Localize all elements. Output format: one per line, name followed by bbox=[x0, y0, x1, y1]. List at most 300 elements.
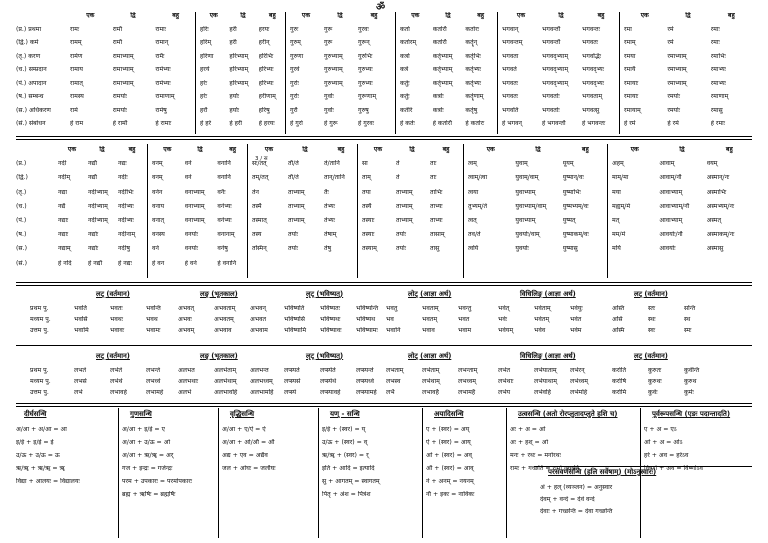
form-cell: नद्योः bbox=[88, 245, 99, 253]
sandhi-rule: अ/आ + ऋ/ॠ = अर् bbox=[122, 452, 174, 459]
form-cell: कर्तारौ bbox=[432, 25, 447, 33]
form-cell: रामाभ्याम् bbox=[112, 66, 134, 73]
form-cell: हे रमे bbox=[624, 120, 636, 127]
form-cell: रमाभ्याम् bbox=[667, 52, 687, 60]
sandhi-title: गुणसन्धि bbox=[130, 410, 152, 418]
sandhi-rule: ऐ + (स्वर) = आय् bbox=[426, 439, 471, 446]
form-cell: रमाभ्याम् bbox=[667, 79, 687, 87]
form-cell: तस्याः bbox=[362, 231, 375, 239]
column-divider bbox=[619, 12, 620, 134]
form-cell: रामेभ्यः bbox=[155, 66, 171, 73]
form-cell: नदीनाम् bbox=[118, 231, 136, 239]
verb-form: लभामहे bbox=[146, 389, 164, 396]
tense-block bbox=[612, 367, 720, 400]
form-cell: युष्माभिः bbox=[562, 188, 581, 196]
form-cell: वने bbox=[184, 160, 192, 168]
column-divider bbox=[506, 408, 507, 538]
form-cell: त्वया bbox=[468, 188, 479, 196]
form-cell: तस्मै bbox=[252, 202, 262, 210]
verb-form: असि bbox=[612, 316, 623, 323]
form-cell: वनाभ्याम् bbox=[184, 188, 205, 196]
form-cell: रामेभ्यः bbox=[155, 79, 171, 87]
verb-form: अभवाम bbox=[250, 327, 268, 334]
form-cell: वनेषु bbox=[217, 245, 228, 253]
form-cell: वनस्य bbox=[152, 231, 165, 239]
tense-block bbox=[284, 367, 392, 400]
form-cell: हरिभ्याम् bbox=[229, 52, 249, 60]
form-cell: कर्त्रा bbox=[400, 52, 410, 60]
form-cell: हे रामाः bbox=[155, 120, 172, 127]
header-cell: बहु bbox=[442, 146, 450, 153]
column-divider bbox=[147, 144, 148, 278]
verb-form: भवेत् bbox=[498, 305, 510, 312]
verb-form: स्थः bbox=[648, 316, 656, 323]
form-cell: वनयोः bbox=[184, 231, 198, 239]
form-cell: गुरोः bbox=[290, 79, 299, 87]
declension-block-2 bbox=[200, 12, 286, 134]
verb-form: भवेत bbox=[570, 316, 582, 323]
form-cell bbox=[362, 260, 394, 274]
form-cell: हरिम् bbox=[200, 39, 212, 46]
case-label: (पं.) bbox=[16, 216, 27, 224]
verb-form: कुर्वः bbox=[648, 389, 658, 396]
form-cell: हरिषु bbox=[258, 106, 270, 114]
form-cell: तेभ्यः bbox=[324, 202, 335, 210]
case-label: (ष.) सम्बन्ध bbox=[16, 93, 44, 100]
verb-form: लप्स्यते bbox=[284, 367, 300, 374]
sandhi-rule-list bbox=[222, 426, 318, 478]
form-cell: वनाय bbox=[152, 202, 165, 210]
form-cell bbox=[324, 260, 358, 274]
verb-form: भवन्तु bbox=[458, 305, 472, 312]
tense-title: लङ् (भूतकाल) bbox=[200, 352, 238, 360]
column-divider bbox=[218, 408, 219, 538]
sandhi-rule: नौ + इकः = नाविकः bbox=[426, 491, 475, 498]
sandhi-rule: ऋ/ॠ + ऋ/ॠ = ॠ bbox=[16, 465, 65, 472]
form-cell bbox=[707, 260, 752, 274]
form-cell: आवाभ्याम् bbox=[659, 188, 683, 196]
verb-form: लभेथाः bbox=[498, 378, 514, 385]
sandhi-rule: ने + अनम् = नयनम् bbox=[426, 478, 474, 485]
form-cell: भगवद्भ्याम् bbox=[542, 52, 569, 60]
form-cell: हरिभ्याम् bbox=[229, 66, 249, 73]
verb-form: लप्स्ये bbox=[284, 389, 297, 396]
form-cell: गुरुभ्याम् bbox=[324, 52, 343, 60]
form-cell: रमाः bbox=[710, 25, 720, 33]
form-cell: वनेन bbox=[152, 188, 163, 196]
form-cell: तासाम् bbox=[430, 231, 445, 239]
form-cell: रमायाम् bbox=[624, 106, 641, 114]
declension-block-8 bbox=[152, 146, 248, 274]
form-cell: रामे bbox=[70, 106, 78, 114]
form-cell: तासु bbox=[430, 245, 440, 253]
form-cell: भगवतः bbox=[582, 39, 599, 46]
sandhi-rule: इ/ई + इ/ई = ई bbox=[16, 439, 54, 446]
verb-form: अभवत् bbox=[178, 305, 195, 312]
form-cell: हे हरयः bbox=[258, 120, 275, 127]
declension-block-10 bbox=[362, 146, 462, 274]
sandhi-rule: विद्या + आलयः = विद्यालयः bbox=[16, 478, 80, 485]
form-cell: हरिभिः bbox=[258, 52, 274, 60]
form-cell: त्वत् bbox=[468, 216, 477, 224]
declension-block-1 bbox=[16, 12, 196, 134]
header-cell: द्वि bbox=[445, 12, 451, 19]
form-cell: हरिभ्याम् bbox=[229, 79, 249, 87]
form-cell: तयोः bbox=[288, 231, 298, 239]
form-cell: कर्तृभ्याम् bbox=[432, 52, 453, 60]
form-cell: कर्तारौ bbox=[432, 39, 447, 46]
form-cell: हरी bbox=[229, 39, 237, 46]
form-cell: युष्मासु bbox=[562, 245, 578, 253]
verb-form: सन्ति bbox=[684, 305, 696, 312]
verb-form: भवतः bbox=[110, 305, 123, 312]
verb-form: लभस्व bbox=[386, 378, 401, 385]
form-cell bbox=[252, 260, 286, 274]
form-cell: रमाभ्यः bbox=[710, 79, 726, 87]
form-cell: युष्मभ्यम्/वः bbox=[562, 202, 589, 210]
verb-form: भवेव bbox=[534, 327, 546, 334]
form-cell: गुरुणा bbox=[290, 52, 304, 60]
form-cell: नदीभ्याम् bbox=[88, 188, 108, 196]
tense-block bbox=[74, 367, 182, 400]
form-cell: भगवन्तौ bbox=[542, 25, 561, 33]
header-cell: बहु bbox=[581, 146, 589, 153]
tense-block bbox=[178, 305, 286, 338]
form-cell: हे रामौ bbox=[112, 120, 128, 127]
form-cell: हे वनानि bbox=[217, 259, 237, 267]
form-cell: गुरौ bbox=[290, 106, 298, 114]
verb-form: लभे bbox=[74, 389, 83, 396]
form-cell: हे रमाः bbox=[710, 120, 725, 127]
form-cell: ताभ्याम् bbox=[396, 188, 413, 196]
verb-form: भवाव bbox=[422, 327, 435, 334]
tense-title: लृट् (भविष्यत्) bbox=[306, 352, 344, 360]
form-cell: आवाभ्याम्/नौ bbox=[659, 202, 690, 210]
form-cell: त्वाम्/त्वा bbox=[468, 174, 488, 182]
form-cell: कर्तृभ्यः bbox=[465, 79, 482, 87]
column-divider bbox=[395, 12, 396, 134]
verb-form: अस्ति bbox=[612, 305, 625, 312]
verb-form: कुर्मः bbox=[684, 389, 694, 396]
verb-form: लभै bbox=[386, 389, 395, 396]
case-label: (प्र.) प्रथमा bbox=[16, 25, 42, 33]
verb-form: लभन्ते bbox=[146, 367, 160, 374]
verb-form: भवावः bbox=[110, 327, 125, 334]
sandhi-rule: इ/ई + (स्वर) = य् bbox=[322, 426, 366, 433]
form-cell: हरयः bbox=[258, 25, 270, 33]
verb-form: लप्स्यसे bbox=[284, 378, 301, 385]
column-divider bbox=[357, 144, 358, 278]
verb-form: अलभथाः bbox=[178, 378, 199, 385]
form-cell: रामाय bbox=[70, 66, 84, 73]
sandhi-rule: अद्य + एव = अद्यैव bbox=[222, 452, 268, 459]
header-cell: एक bbox=[301, 12, 311, 19]
verb-form: लभेवहि bbox=[534, 389, 551, 396]
sandhi-rule-list bbox=[122, 426, 218, 504]
form-cell: गुरुः bbox=[290, 25, 299, 33]
form-cell: तस्य bbox=[252, 231, 262, 239]
sandhi-rule: पितृ + अंश = पित्रंश bbox=[322, 491, 371, 498]
form-cell: गुरुभ्याम् bbox=[324, 66, 343, 73]
verb-form: भवेयम् bbox=[498, 327, 514, 334]
form-cell: गुरू bbox=[324, 25, 333, 33]
verb-form: भवाम bbox=[458, 327, 472, 334]
form-cell: ते bbox=[396, 160, 400, 168]
form-cell: आवयोः/नौ bbox=[659, 231, 683, 239]
form-cell: युष्माकम्/वः bbox=[562, 231, 589, 239]
form-cell: रामाभ्याम् bbox=[112, 52, 134, 60]
form-cell: हर्योः bbox=[229, 93, 240, 100]
tense-block bbox=[386, 305, 494, 338]
sandhi-rule: हरे + अव = हरेऽव bbox=[644, 452, 689, 459]
sandhi-rule: विष्णो + अव = विष्णोऽव bbox=[644, 465, 703, 472]
tense-title: विधिलिङ् (आज्ञा अर्थ) bbox=[520, 290, 576, 298]
form-cell: तौ/ते bbox=[288, 174, 299, 182]
verb-form: भवानि bbox=[386, 327, 401, 334]
form-cell: युवाभ्याम् bbox=[515, 188, 536, 196]
verb-form: भवामि bbox=[74, 327, 89, 334]
form-cell: तस्याम् bbox=[362, 245, 377, 253]
tense-block bbox=[284, 305, 392, 338]
header-cell: एक bbox=[373, 146, 383, 153]
verb-form: कुरुतः bbox=[648, 367, 662, 374]
verb-form: भवामः bbox=[146, 327, 161, 334]
verb-form: लभेथे bbox=[110, 378, 123, 385]
verb-form: लभध्वे bbox=[146, 378, 161, 385]
header-cell: द्वि bbox=[197, 146, 203, 153]
form-cell: गुरूणाम् bbox=[358, 93, 377, 100]
verb-form: अलभे bbox=[178, 389, 192, 396]
verb-form: लभेरन् bbox=[570, 367, 585, 374]
form-cell: ताभ्याम् bbox=[288, 216, 305, 224]
sandhi-rule: अ/आ + अ/आ = आ bbox=[16, 426, 67, 433]
sandhi-rule: अं + हल् (व्यञ्जन) = अनुस्वार bbox=[540, 484, 613, 491]
form-cell: कर्तृभ्याम् bbox=[432, 79, 453, 87]
column-divider bbox=[118, 408, 119, 538]
verb-form: भविष्यामि bbox=[284, 327, 307, 334]
form-cell: कर्तॄन् bbox=[465, 39, 478, 46]
form-cell: ताभ्याम् bbox=[396, 216, 413, 224]
case-label: (पं.) अपादान bbox=[16, 79, 47, 87]
form-cell: रमा bbox=[624, 25, 632, 33]
sandhi-rule: ऋ/ॠ + (स्वर) = र् bbox=[322, 452, 369, 459]
form-cell: हरेः bbox=[200, 93, 208, 100]
form-cell: युवयोः/वाम् bbox=[515, 231, 540, 239]
form-cell: कर्तरि bbox=[400, 106, 413, 114]
form-cell: गुर्वोः bbox=[324, 93, 334, 100]
verb-form: लप्स्यामहे bbox=[356, 389, 377, 396]
form-cell: रमया bbox=[624, 52, 636, 60]
form-cell: हे गुरो bbox=[290, 120, 303, 127]
form-cell bbox=[612, 260, 657, 274]
form-cell: भगवद्भ्याम् bbox=[542, 79, 569, 87]
form-cell bbox=[659, 260, 704, 274]
sandhi-rule: गज + इन्द्रः = गजेन्द्रः bbox=[122, 465, 173, 472]
verb-form: भव bbox=[386, 316, 394, 323]
form-cell: वनम् bbox=[152, 174, 163, 182]
tense-title: लङ् (भूतकाल) bbox=[200, 290, 238, 298]
form-cell: युवाभ्याम्/वाम् bbox=[515, 202, 547, 210]
form-cell: रमे bbox=[667, 25, 674, 33]
header-cell: द्वि bbox=[409, 146, 415, 153]
form-cell: नदीभिः bbox=[118, 188, 134, 196]
form-cell: ताभ्यः bbox=[430, 216, 443, 224]
declension-block-5 bbox=[502, 12, 620, 134]
form-cell: गुरोः bbox=[290, 93, 299, 100]
verb-form: लभामहै bbox=[458, 389, 476, 396]
verb-form: भविष्यावः bbox=[320, 327, 342, 334]
form-cell: हरिभ्यः bbox=[258, 66, 274, 73]
verb-form: अभवाव bbox=[214, 327, 232, 334]
sandhi-rule: अ/आ + ए/ऐ = ऐ bbox=[222, 426, 266, 433]
form-cell: हरिणा bbox=[200, 52, 214, 60]
form-cell: रमयोः bbox=[667, 93, 681, 100]
verb-form: करोति bbox=[612, 367, 627, 374]
form-cell: रमाभ्यः bbox=[710, 66, 726, 73]
header-cell: एक bbox=[411, 12, 420, 19]
verb-form: भवेताम् bbox=[534, 305, 551, 312]
header-cell: एक bbox=[67, 146, 77, 153]
form-cell: हरिः bbox=[200, 25, 209, 33]
form-cell: माम्/मा bbox=[612, 174, 629, 182]
form-cell: हरीन् bbox=[258, 39, 270, 46]
divider-3 bbox=[16, 345, 752, 346]
form-cell: गुरुभ्यः bbox=[358, 79, 373, 87]
header-cell: बहु bbox=[172, 12, 180, 19]
form-cell: हे कर्तः bbox=[400, 120, 415, 127]
purusha-label: मध्यम पु. bbox=[30, 378, 51, 385]
form-cell: गुरवः bbox=[358, 25, 369, 33]
sandhi-rule: अ/आ + उ/ऊ = ओ bbox=[122, 439, 171, 446]
verb-form: करोमि bbox=[612, 389, 627, 396]
sandhi-title: यण् - सन्धि bbox=[330, 410, 360, 418]
purusha-label: उत्तम पु. bbox=[30, 327, 49, 334]
form-cell: नद्यौ bbox=[88, 160, 97, 168]
column-divider bbox=[497, 12, 498, 134]
form-cell: सा bbox=[362, 160, 368, 168]
declension-block-7 bbox=[16, 146, 146, 274]
form-cell: रामम् bbox=[70, 39, 82, 46]
form-cell: भगवद्भ्यः bbox=[582, 79, 604, 87]
header-cell: बहु bbox=[477, 12, 485, 19]
verb-form: भविष्यति bbox=[284, 305, 305, 312]
verb-form: लप्स्यध्वे bbox=[356, 378, 374, 385]
form-cell bbox=[288, 260, 322, 274]
form-cell: अस्मभ्यम्/नः bbox=[706, 202, 735, 210]
form-cell: रामेण bbox=[70, 52, 83, 60]
column-divider bbox=[463, 144, 464, 278]
verb-form: कुरुथः bbox=[648, 378, 662, 385]
sandhi-rule-list bbox=[540, 484, 752, 520]
case-label: (सं.) संबोधन bbox=[16, 120, 46, 127]
form-cell: वनानाम् bbox=[217, 231, 235, 239]
tense-block bbox=[74, 305, 182, 338]
verb-form: लभेते bbox=[110, 367, 123, 374]
form-cell: हे कर्तारौ bbox=[432, 120, 452, 127]
header-cell: द्वि bbox=[302, 146, 308, 153]
case-label: (स.) bbox=[16, 245, 27, 253]
verb-form: अस्मि bbox=[612, 327, 625, 334]
header-cell: बहु bbox=[597, 12, 605, 19]
tense-title: लट् (वर्तमान) bbox=[634, 352, 668, 360]
sandhi-title: पूर्वरूपसन्धि (एङः पदान्तादति) bbox=[652, 410, 731, 418]
form-cell: रामयोः bbox=[112, 106, 127, 114]
form-cell: हे गुरवः bbox=[358, 120, 374, 127]
form-cell: नदीभ्याम् bbox=[88, 202, 108, 210]
form-cell: कर्त्रे bbox=[400, 66, 409, 73]
form-cell: कर्तारः bbox=[465, 25, 479, 33]
header-cell: एक bbox=[640, 12, 649, 19]
form-cell bbox=[563, 260, 608, 274]
verb-form: लभते bbox=[74, 367, 87, 374]
form-cell: कर्त्रोः bbox=[432, 106, 444, 114]
header-cell: द्वि bbox=[535, 146, 541, 153]
sandhi-rule: अः + अ = ओ bbox=[510, 426, 546, 433]
form-cell: हे भगवन् bbox=[502, 120, 522, 127]
verb-form: अभवताम् bbox=[214, 305, 236, 312]
verb-form: भवेतम् bbox=[534, 316, 550, 323]
form-cell: अस्माभिः bbox=[706, 188, 727, 196]
form-cell: कर्तृभ्याम् bbox=[432, 66, 453, 73]
form-cell: नदीः bbox=[118, 174, 128, 182]
verb-form: भवताम् bbox=[422, 305, 439, 312]
form-cell: भगवतोः bbox=[542, 106, 560, 114]
verb-form: लभेत bbox=[498, 367, 511, 374]
form-cell: हर्योः bbox=[229, 106, 240, 114]
form-cell: तस्मिन् bbox=[252, 245, 267, 253]
sandhi-title: उत्वसन्धि (अतो रोरप्लुतादप्लुते हशि च) bbox=[518, 410, 618, 418]
form-cell: रामाणाम् bbox=[155, 93, 175, 100]
form-cell: हे हरे bbox=[200, 120, 212, 127]
form-cell: युवाभ्याम् bbox=[515, 216, 536, 224]
verb-form: कुर्वन्ति bbox=[684, 367, 700, 374]
form-cell: रामाः bbox=[155, 25, 167, 33]
verb-form: लभेमहि bbox=[570, 389, 588, 396]
form-cell: हरी bbox=[229, 25, 237, 33]
form-cell: भगवन्तः bbox=[582, 25, 600, 33]
sandhi-rule: उ/ऊ + (स्वर) = व् bbox=[322, 439, 368, 446]
form-cell: वनयोः bbox=[184, 245, 198, 253]
verb-form: लभन्ताम् bbox=[458, 367, 478, 374]
blank-header bbox=[16, 12, 68, 26]
verb-form: लभध्वम् bbox=[458, 378, 477, 385]
tense-title: लोट् (आज्ञा अर्थ) bbox=[408, 290, 452, 298]
form-cell: वनाभ्याम् bbox=[184, 202, 205, 210]
form-cell: हे वने bbox=[184, 259, 197, 267]
verb-form: भवतु bbox=[386, 305, 398, 312]
sandhi-rule: ए + (स्वर) = अय् bbox=[426, 426, 470, 433]
form-cell: वनेभ्यः bbox=[217, 216, 232, 224]
form-cell: आवाम्/नौ bbox=[659, 174, 682, 182]
form-cell: नद्याम् bbox=[58, 245, 71, 253]
purusha-label: प्रथम पु. bbox=[30, 367, 49, 374]
form-cell: भगवते bbox=[502, 66, 517, 73]
verb-form: अलभामहि bbox=[250, 389, 274, 396]
declension-block-4 bbox=[400, 12, 496, 134]
verb-form: भवेयुः bbox=[570, 305, 583, 312]
divider-1 bbox=[16, 136, 752, 140]
form-cell: वनैः bbox=[217, 188, 226, 196]
sandhi-rule: अः + हश् = ओ bbox=[510, 439, 549, 446]
verb-form: भवेम bbox=[570, 327, 582, 334]
form-cell: रामौ bbox=[112, 25, 123, 33]
purusha-label: उत्तम पु. bbox=[30, 389, 49, 396]
tense-block bbox=[498, 305, 606, 338]
form-cell: हे रमे bbox=[667, 120, 679, 127]
form-cell: नदीम् bbox=[58, 174, 71, 182]
form-cell: ताभ्याम् bbox=[396, 202, 413, 210]
form-cell: तेषु bbox=[324, 245, 332, 253]
